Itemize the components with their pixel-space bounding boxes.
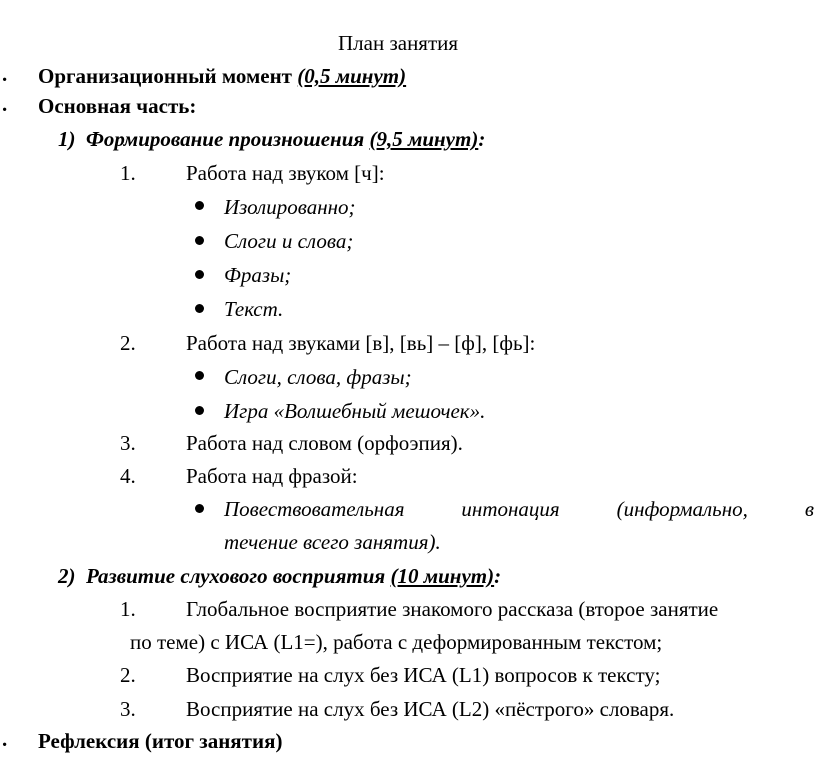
bullet-icon (195, 236, 204, 245)
page-title: План занятия (338, 31, 459, 55)
subsection-time: (9,5 минут) (369, 127, 479, 151)
section-marker: . (2, 92, 8, 116)
list-item: Восприятие на слух без ИСА (L1) вопросов к тексту; (186, 663, 661, 687)
bullet-icon (195, 504, 204, 513)
list-item: Восприятие на слух без ИСА (L2) «пёстрого» словаря. (186, 697, 675, 721)
bullet-item: Изолированно; (224, 195, 356, 219)
list-item: Работа над звуком [ч]: (186, 161, 385, 185)
bullet-item-justified: Повествовательная интонация (информально, в (224, 497, 814, 521)
bullet-icon (195, 304, 204, 313)
bullet-item: Слоги, слова, фразы; (224, 365, 412, 389)
list-item-number: 3. (120, 697, 136, 721)
section-marker: . (2, 62, 8, 86)
section-marker: . (2, 727, 8, 751)
subsection-label: Развитие слухового восприятия (86, 564, 391, 588)
list-item: Работа над фразой: (186, 464, 358, 488)
list-item-number: 4. (120, 464, 136, 488)
bullet-icon (195, 371, 204, 380)
subsection-label: Формирование произношения (86, 127, 370, 151)
subsection-number: 1) (58, 127, 76, 151)
list-item: Работа над звуками [в], [вь] – [ф], [фь]: (186, 331, 536, 355)
list-item: Глобальное восприятие знакомого рассказа (второе занятие (186, 597, 719, 621)
list-item-number: 1. (120, 161, 136, 185)
list-item-number: 3. (120, 431, 136, 455)
list-item-number: 2. (120, 331, 136, 355)
list-item: Работа над словом (орфоэпия). (186, 431, 463, 455)
section-reflection: Рефлексия (итог занятия) (38, 729, 283, 753)
section-label: Организационный момент (38, 64, 298, 88)
bullet-item: Фразы; (224, 263, 292, 287)
subsection-time: (10 минут) (390, 564, 495, 588)
section-main: Основная часть: (38, 94, 197, 118)
section-organizational (38, 66, 406, 87)
list-item-continuation: по теме) с ИСА (L1=), работа с деформированным текстом; (130, 630, 663, 654)
bullet-icon (195, 406, 204, 415)
subsection-hearing: 2) Развитие слухового восприятия (10 минут): (58, 564, 502, 588)
bullet-item: Слоги и слова; (224, 229, 354, 253)
list-item-number: 1. (120, 597, 136, 621)
bullet-item-continuation: течение всего занятия). (224, 530, 441, 554)
subsection-pronunciation: 1) Формирование произношения (9,5 минут): (58, 127, 486, 151)
bullet-icon (195, 270, 204, 279)
list-item-number: 2. (120, 663, 136, 687)
bullet-item: Игра «Волшебный мешочек». (224, 399, 486, 423)
section-time: (0,5 минут) (297, 64, 407, 88)
bullet-icon (195, 201, 204, 210)
subsection-number: 2) (58, 564, 76, 588)
bullet-item: Текст. (224, 297, 284, 321)
